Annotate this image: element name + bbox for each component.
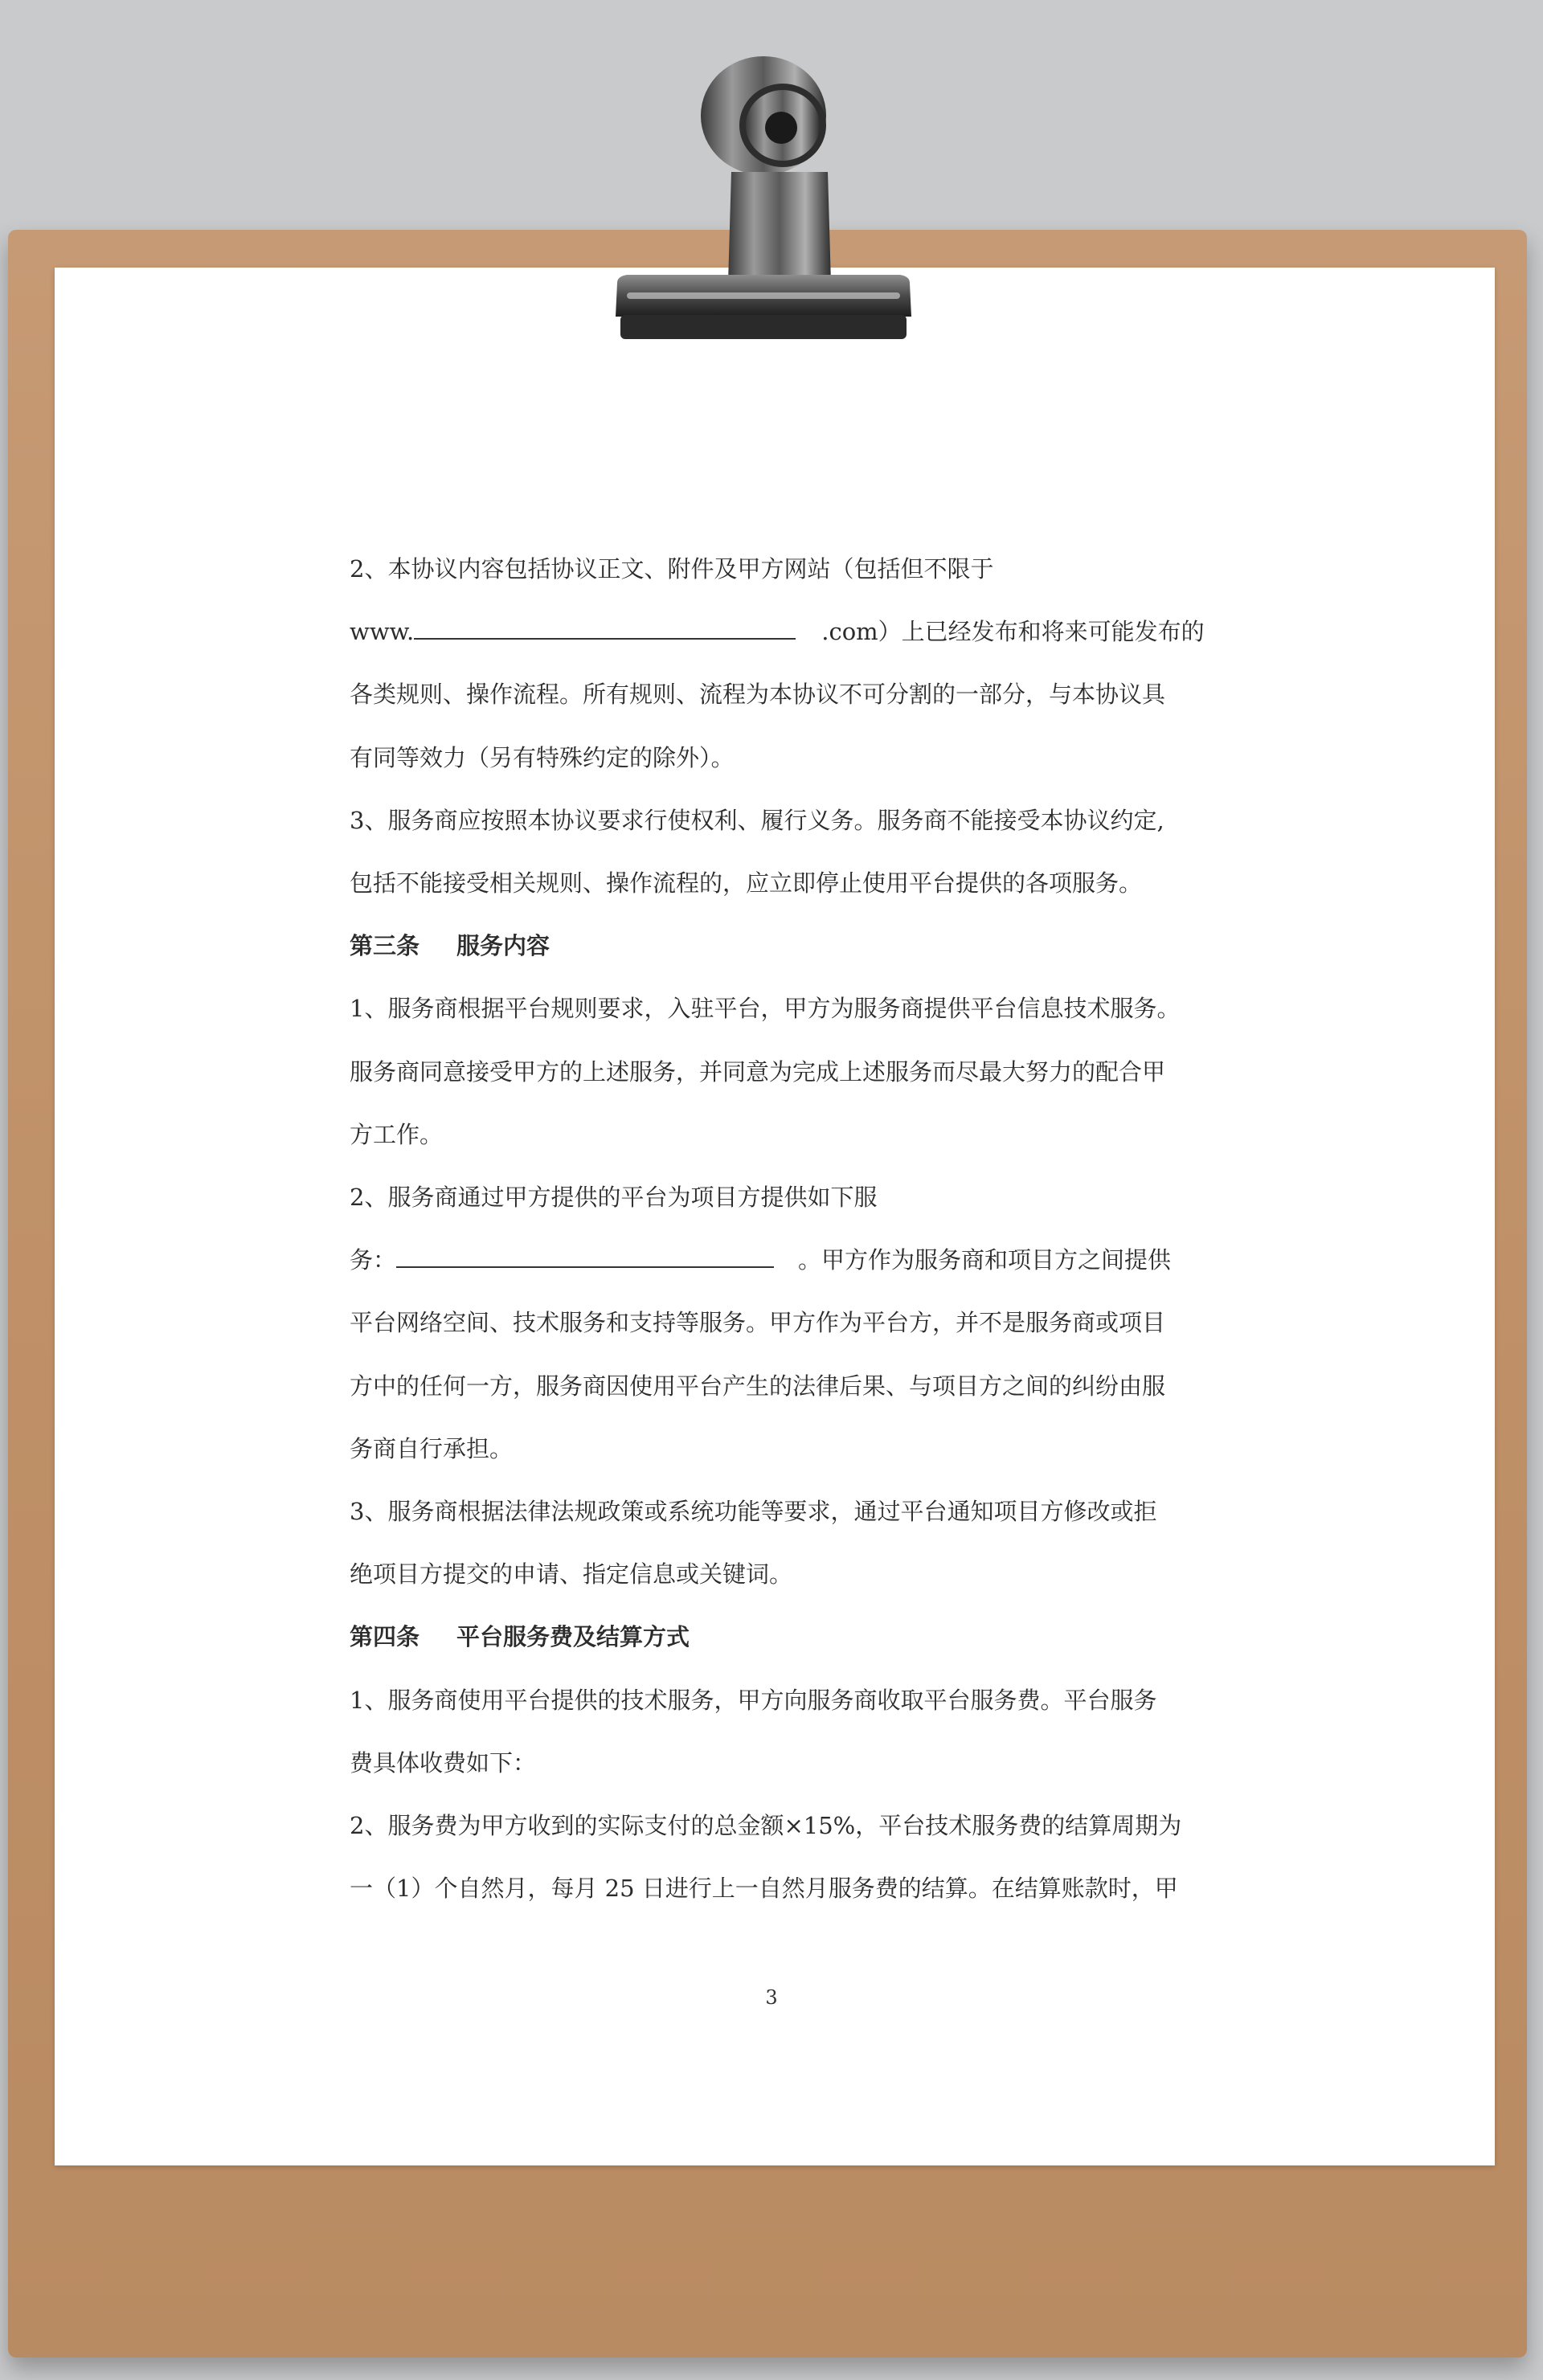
paragraph-line: 1、服务商根据平台规则要求，入驻平台，甲方为服务商提供平台信息技术服务。 bbox=[350, 995, 1181, 1022]
url-suffix: .com）上已经发布和将来可能发布的 bbox=[821, 618, 1205, 645]
url-prefix: www. bbox=[350, 618, 415, 645]
paragraph-line bbox=[350, 1245, 1171, 1274]
paragraph-line: 有同等效力（另有特殊约定的除外）。 bbox=[350, 744, 735, 771]
paragraph-line: 3、服务商根据法律法规政策或系统功能等要求，通过平台通知项目方修改或拒 bbox=[350, 1498, 1157, 1525]
paragraph-line: 平台网络空间、技术服务和支持等服务。甲方作为平台方，并不是服务商或项目 bbox=[350, 1309, 1166, 1336]
section-title: 服务内容 bbox=[456, 932, 550, 959]
service-blank-field bbox=[396, 1245, 774, 1268]
paragraph-line: 方中的任何一方，服务商因使用平台产生的法律后果、与项目方之间的纠纷由服 bbox=[350, 1372, 1166, 1400]
paragraph-line: 2、本协议内容包括协议正文、附件及甲方网站（包括但不限于 bbox=[350, 555, 994, 583]
section-number: 第四条 bbox=[350, 1623, 420, 1650]
paragraph-line: 2、服务费为甲方收到的实际支付的总金额×15%，平台技术服务费的结算周期为 bbox=[350, 1812, 1182, 1839]
paragraph-line: 费具体收费如下： bbox=[350, 1749, 537, 1777]
paragraph-line: 一（1）个自然月，每月 25 日进行上一自然月服务费的结算。在结算账款时，甲 bbox=[350, 1875, 1178, 1902]
paragraph-line: 方工作。 bbox=[350, 1121, 444, 1148]
section-heading bbox=[350, 931, 550, 960]
paragraph-line bbox=[350, 617, 1205, 646]
url-blank-field bbox=[414, 617, 796, 640]
page-number: 3 bbox=[765, 1986, 778, 2009]
paragraph-line: 绝项目方提交的申请、指定信息或关键词。 bbox=[350, 1560, 793, 1588]
binder-clip-icon bbox=[579, 51, 948, 353]
paragraph-line: 包括不能接受相关规则、操作流程的，应立即停止使用平台提供的各项服务。 bbox=[350, 869, 1143, 897]
paragraph-line: 3、服务商应按照本协议要求行使权利、履行义务。服务商不能接受本协议约定, bbox=[350, 807, 1164, 834]
paragraph-line: 务商自行承担。 bbox=[350, 1435, 514, 1462]
paragraph-line: 2、服务商通过甲方提供的平台为项目方提供如下服 bbox=[350, 1184, 878, 1211]
service-suffix: 。甲方作为服务商和项目方之间提供 bbox=[798, 1246, 1172, 1274]
paragraph-line: 各类规则、操作流程。所有规则、流程为本协议不可分割的一部分，与本协议具 bbox=[350, 681, 1166, 708]
paragraph-line: 服务商同意接受甲方的上述服务，并同意为完成上述服务而尽最大努力的配合甲 bbox=[350, 1058, 1166, 1086]
paragraph-line: 1、服务商使用平台提供的技术服务，甲方向服务商收取平台服务费。平台服务 bbox=[350, 1687, 1157, 1714]
section-number: 第三条 bbox=[350, 932, 420, 959]
section-title: 平台服务费及结算方式 bbox=[456, 1623, 690, 1650]
section-heading bbox=[350, 1622, 690, 1651]
service-prefix: 务： bbox=[350, 1246, 397, 1274]
